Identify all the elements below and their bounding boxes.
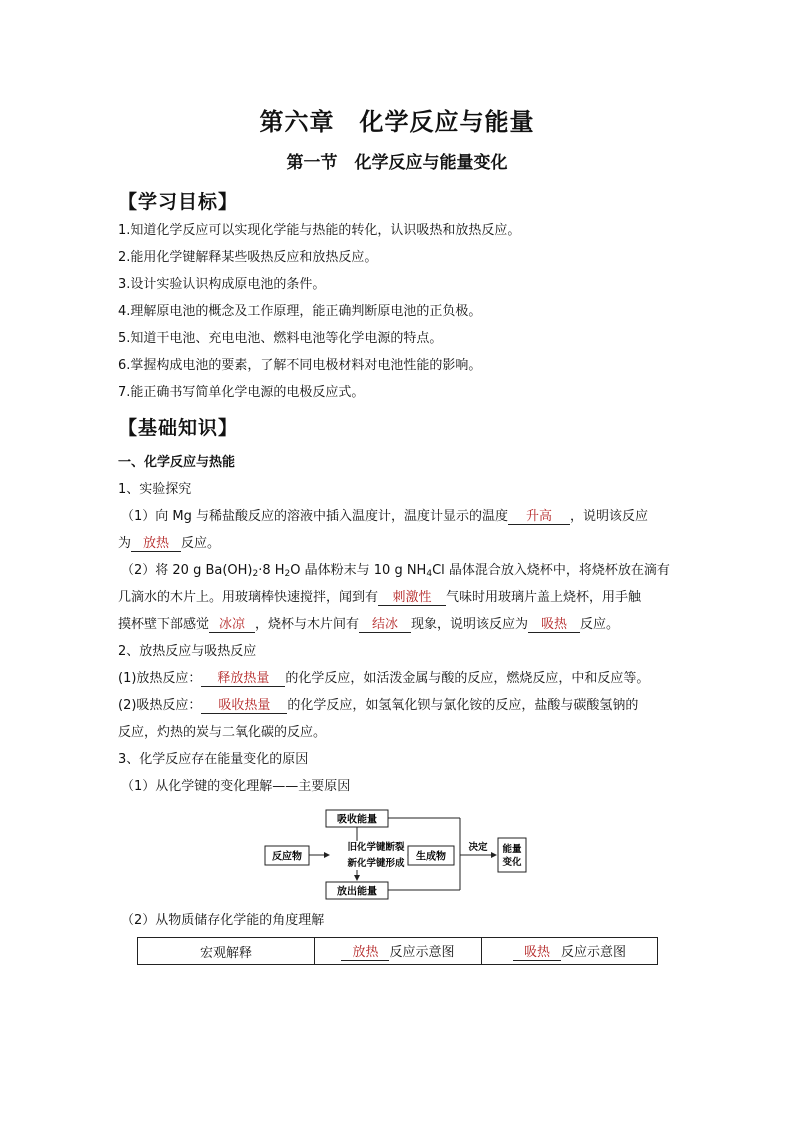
answer-blank: 升高 — [508, 509, 570, 525]
s1-title: 1、实验探究 — [118, 482, 192, 497]
section-title: 第一节 化学反应与能量变化 — [286, 153, 508, 173]
s3-sub2: （2）从物质储存化学能的角度理解 — [121, 913, 325, 928]
s2-title: 2、放热反应与吸热反应 — [118, 644, 257, 659]
answer-blank: 吸热 — [528, 617, 580, 633]
answer-blank: 释放热量 — [201, 671, 285, 687]
answer-blank: 放热 — [341, 945, 389, 961]
endo-line2: 反应，灼热的炭与二氧化碳的反应。 — [118, 725, 327, 740]
table-cell: 宏观解释 — [138, 938, 315, 965]
product-label: 生成物 — [416, 851, 446, 863]
table-cell: 放热 反应示意图 — [315, 938, 482, 965]
answer-blank: 冰凉 — [209, 617, 255, 633]
table-row — [138, 938, 658, 965]
objective-item: 5.知道干电池、充电电池、燃料电池等化学电源的特点。 — [118, 331, 443, 346]
objective-item: 4.理解原电池的概念及工作原理，能正确判断原电池的正负极。 — [118, 304, 482, 319]
answer-blank: 刺激性 — [378, 590, 446, 606]
q1-line1: （1）向 Mg 与稀盐酸反应的溶液中插入温度计，温度计显示的温度 升高 ，说明该反应 — [121, 509, 649, 524]
q2-line3: 摸杯壁下部感觉 冰凉 ，烧杯与木片间有 结冰 现象，说明该反应为 吸热 反应。 — [118, 617, 620, 632]
basics-heading: 【基础知识】 — [118, 417, 239, 439]
objective-item: 1.知道化学反应可以实现化学能与热能的转化，认识吸热和放热反应。 — [118, 223, 521, 238]
energy-change-label-2: 变化 — [502, 857, 522, 868]
energy-change-label-1: 能量 — [502, 844, 522, 855]
comparison-table — [137, 937, 658, 965]
break-label: 旧化学键断裂 — [347, 842, 405, 853]
objectives-heading: 【学习目标】 — [118, 191, 239, 213]
objective-item: 3.设计实验认识构成原电池的条件。 — [118, 277, 326, 292]
chapter-title: 第六章 化学反应与能量 — [259, 107, 535, 136]
objective-item: 2.能用化学键解释某些吸热反应和放热反应。 — [118, 250, 378, 265]
answer-blank: 放热 — [131, 536, 181, 552]
answer-blank: 吸热 — [513, 945, 561, 961]
form-label: 新化学键形成 — [347, 858, 405, 869]
reactant-label: 反应物 — [272, 851, 302, 863]
table-cell: 吸热 反应示意图 — [482, 938, 658, 965]
q1-line2: 为 放热 反应。 — [118, 536, 221, 551]
q2-line1: （2）将 20 g $Ba(OH)_2\cdot 8$ $H_2O$ 晶体粉末与 10 g $NH_4Cl$ 晶体混合放入烧杯中，将烧杯放在滴有 — [121, 563, 670, 579]
q2-line2: 几滴水的木片上。用玻璃棒快速搅拌，闻到有 刺激性 气味时用玻璃片盖上烧杯，用手触 — [118, 590, 642, 605]
answer-blank: 结冰 — [359, 617, 411, 633]
absorb-label: 吸收能量 — [337, 814, 377, 826]
answer-blank: 吸收热量 — [201, 698, 287, 714]
decide-label: 决定 — [468, 842, 488, 853]
objective-item: 6.掌握构成电池的要素，了解不同电极材料对电池性能的影响。 — [118, 358, 482, 373]
objective-item: 7.能正确书写简单化学电源的电极反应式。 — [118, 385, 365, 400]
part1-title: 一、化学反应与热能 — [118, 455, 236, 470]
s3-title: 3、化学反应存在能量变化的原因 — [118, 752, 309, 767]
s3-sub1: （1）从化学键的变化理解——主要原因 — [121, 779, 351, 794]
exo-line: (1)放热反应： 释放热量 的化学反应，如活泼金属与酸的反应，燃烧反应，中和反应等。 — [118, 671, 650, 686]
bond-energy-diagram — [262, 806, 530, 906]
endo-line1: (2)吸热反应： 吸收热量 的化学反应，如氢氧化钡与氯化铵的反应，盐酸与碳酸氢钠的 — [118, 698, 639, 713]
release-label: 放出能量 — [337, 886, 377, 898]
